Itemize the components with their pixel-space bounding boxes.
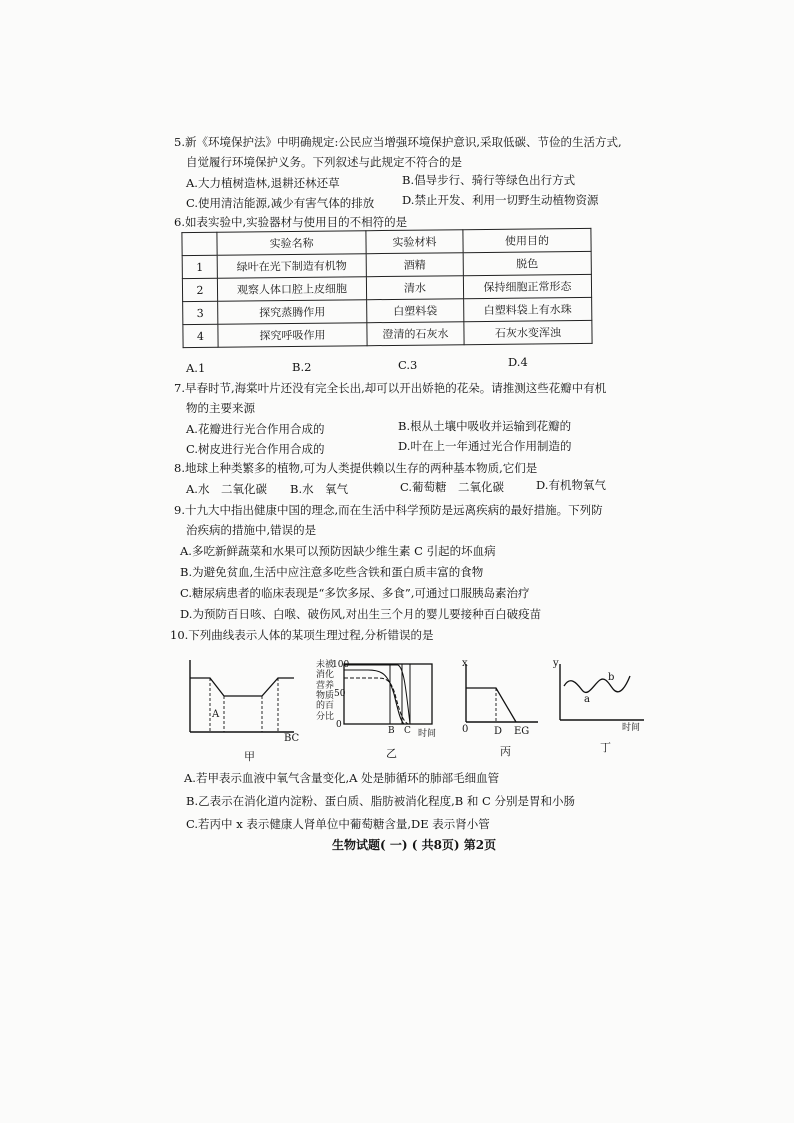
table-cell: 石灰水变浑浊 <box>464 320 592 344</box>
q9-option-a: A.多吃新鲜蔬菜和水果可以预防因缺少维生素 C 引起的坏血病 <box>180 544 496 558</box>
chart-yi-y0: 0 <box>336 720 342 730</box>
table-header: 实验名称 <box>217 231 366 256</box>
table-cell: 白塑料袋 <box>367 299 464 323</box>
page-footer: 生物试题( 一) ( 共8页) 第2页 <box>332 838 497 852</box>
table-row <box>183 320 592 347</box>
table-cell: 观察人体口腔上皮细胞 <box>217 277 366 302</box>
q8-option-d: D.有机物氧气 <box>536 478 606 492</box>
table-cell: 探究呼吸作用 <box>218 323 367 348</box>
q6-option-d: D.4 <box>508 355 528 369</box>
q6-stem: 6.如表实验中,实验器材与使用目的不相符的是 <box>174 215 408 229</box>
q7-option-d: D.叶在上一年通过光合作用制造的 <box>398 439 572 453</box>
table-header <box>182 232 217 255</box>
q7-stem-line1: 7.早春时节,海棠叶片还没有完全长出,却可以开出娇艳的花朵。请推测这些花瓣中有机 <box>174 381 607 395</box>
table-cell: 绿叶在光下制造有机物 <box>217 254 366 279</box>
q7-stem-line2: 物的主要来源 <box>186 401 255 415</box>
chart-yi-caption: 乙 <box>386 747 397 760</box>
chart-yi-ylabel: 未被消化营养物质的百分比 <box>315 660 334 722</box>
chart-ding <box>550 656 646 746</box>
table-cell: 酒精 <box>366 253 463 277</box>
q5-option-d: D.禁止开发、利用一切野生动植物资源 <box>402 193 599 207</box>
table-cell: 澄清的石灰水 <box>367 322 464 346</box>
table-cell: 4 <box>183 324 218 347</box>
chart-yi-c: C <box>404 726 411 736</box>
experiment-table <box>181 228 592 348</box>
chart-yi-xlabel: 时间 <box>418 729 437 739</box>
table-cell: 保持细胞正常形态 <box>463 274 591 298</box>
q5-option-b: B.倡导步行、骑行等绿色出行方式 <box>402 173 576 187</box>
table-cell: 1 <box>182 255 217 278</box>
q8-option-c: C.葡萄糖 二氧化碳 <box>400 480 505 494</box>
table-header: 使用目的 <box>463 228 591 252</box>
q7-option-b: B.根从土壤中吸收并运输到花瓣的 <box>398 419 572 433</box>
chart-bing-y: x <box>462 658 468 669</box>
table-cell: 白塑料袋上有水珠 <box>464 297 592 321</box>
chart-yi-y100: 100 <box>332 660 350 670</box>
chart-ding-b: b <box>608 672 615 683</box>
q6-option-a: A.1 <box>186 361 206 375</box>
table-cell: 探究蒸腾作用 <box>218 300 367 325</box>
chart-ding-a: a <box>584 694 590 705</box>
chart-jia <box>186 660 300 750</box>
chart-yi-y50: 50 <box>334 689 346 699</box>
q10-option-c: C.若丙中 x 表示健康人肾单位中葡萄糖含量,DE 表示肾小管 <box>186 817 490 831</box>
chart-ding-caption: 丁 <box>600 741 611 754</box>
table-cell: 3 <box>183 301 218 324</box>
q9-option-c: C.糖尿病患者的临床表现是“多饮多尿、多食”,可通过口服胰岛素治疗 <box>180 586 530 600</box>
chart-yi-b: B <box>388 726 395 736</box>
chart-bing-d: D <box>494 726 503 737</box>
q9-option-b: B.为避免贫血,生活中应注意多吃些含铁和蛋白质丰富的食物 <box>180 565 484 579</box>
q10-option-a: A.若甲表示血液中氧气含量变化,A 处是肺循环的肺部毛细血管 <box>184 771 500 785</box>
chart-jia-point-a: A <box>212 709 220 720</box>
q7-option-a: A.花瓣进行光合作用合成的 <box>186 422 325 436</box>
chart-bing-zero: 0 <box>462 724 469 735</box>
q6-option-c: C.3 <box>398 358 418 372</box>
table-cell: 清水 <box>366 276 463 300</box>
chart-jia-bc: BC <box>284 733 300 744</box>
q9-stem-line2: 治疾病的措施中,错误的是 <box>186 523 317 537</box>
chart-jia-svg <box>186 660 296 750</box>
q10-option-b: B.乙表示在消化道内淀粉、蛋白质、脂肪被消化程度,B 和 C 分别是胃和小肠 <box>186 794 575 808</box>
table-cell: 脱色 <box>463 251 591 275</box>
q9-option-d: D.为预防百日咳、白喉、破伤风,对出生三个月的婴儿要接种百白破疫苗 <box>180 607 542 621</box>
q5-stem-line1: 5.新《环境保护法》中明确规定:公民应当增强环境保护意识,采取低碳、节俭的生活方式, <box>174 135 622 149</box>
q5-stem-line2: 自觉履行环境保护义务。下列叙述与此规定不符合的是 <box>186 155 462 169</box>
chart-bing <box>460 658 540 750</box>
q5-option-a: A.大力植树造林,退耕还林还草 <box>186 176 340 190</box>
q8-option-b: B.水 氧气 <box>290 482 349 496</box>
chart-bing-eg: EG <box>514 726 530 737</box>
q9-stem-line1: 9.十九大中指出健康中国的理念,而在生活中科学预防是远离疾病的最好措施。下列防 <box>174 503 603 517</box>
q8-stem: 8.地球上种类繁多的植物,可为人类提供赖以生存的两种基本物质,它们是 <box>174 461 538 475</box>
chart-jia-caption: 甲 <box>244 750 255 763</box>
table-cell: 2 <box>182 278 217 301</box>
chart-yi <box>332 660 438 750</box>
table-header: 实验材料 <box>366 230 463 254</box>
q8-option-a: A.水 二氧化碳 <box>186 482 267 496</box>
chart-ding-xlabel: 时间 <box>622 723 641 733</box>
q6-option-b: B.2 <box>292 360 312 374</box>
chart-bing-caption: 丙 <box>500 745 511 758</box>
chart-ding-y: y <box>553 658 559 669</box>
q5-option-c: C.使用清洁能源,减少有害气体的排放 <box>186 196 375 210</box>
q7-option-c: C.树皮进行光合作用合成的 <box>186 442 325 456</box>
q10-stem: 10.下列曲线表示人体的某项生理过程,分析错误的是 <box>170 628 434 642</box>
